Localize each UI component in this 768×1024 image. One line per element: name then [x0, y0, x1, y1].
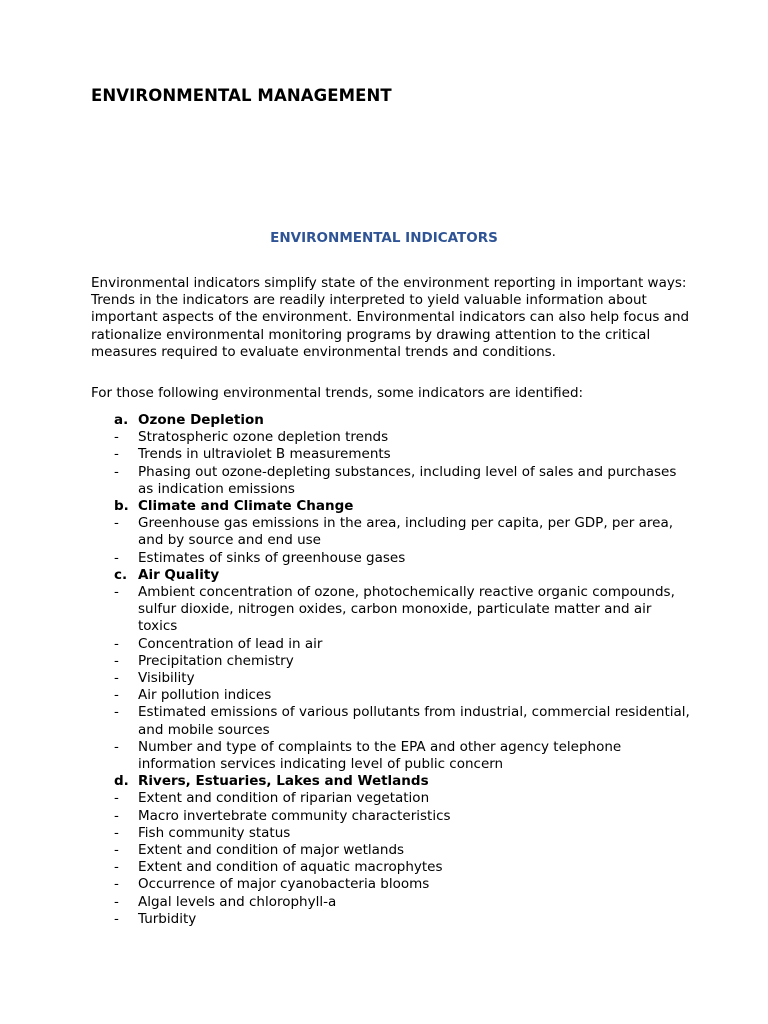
- indicator-text: Ambient concentration of ozone, photochemically reactive organic compounds, sulfur dioxide, nitrogen oxides, carbon monoxide, particulate matter and air toxics: [138, 584, 675, 635]
- indicator-text: Extent and condition of major wetlands: [138, 842, 405, 859]
- dash-bullet: -: [114, 635, 119, 652]
- indicator-text: Algal levels and chlorophyll-a: [138, 893, 337, 910]
- dash-bullet: -: [114, 687, 119, 704]
- dash-bullet: -: [114, 463, 119, 480]
- dash-bullet: -: [114, 652, 119, 669]
- indicator-outline: [91, 412, 691, 928]
- indicator-group-header: [91, 773, 691, 790]
- indicator-text: Extent and condition of aquatic macrophytes: [138, 859, 443, 876]
- dash-bullet: -: [114, 842, 119, 859]
- indicator-text: Precipitation chemistry: [138, 652, 294, 669]
- indicator-text: Concentration of lead in air: [138, 635, 323, 652]
- dash-bullet: -: [114, 910, 119, 927]
- indicator-text: Occurrence of major cyanobacteria blooms: [138, 876, 430, 893]
- dash-bullet: -: [114, 515, 119, 532]
- dash-bullet: -: [114, 876, 119, 893]
- indicator-list-item: [91, 842, 691, 859]
- indicator-list-item: [91, 687, 691, 704]
- indicator-list-item: [91, 876, 691, 893]
- dash-bullet: -: [114, 549, 119, 566]
- group-marker: a.: [114, 412, 129, 428]
- indicator-list-item: [91, 636, 691, 653]
- dash-bullet: -: [114, 704, 119, 721]
- dash-bullet: -: [114, 893, 119, 910]
- indicator-text: Turbidity: [138, 910, 197, 927]
- indicator-list-item: [91, 550, 691, 567]
- indicator-list-item: [91, 446, 691, 463]
- indicator-group-header: [91, 567, 691, 584]
- lead-in-text: For those following environmental trends, some indicators are identified:: [91, 385, 584, 401]
- indicator-list-item: [91, 825, 691, 842]
- dash-bullet: -: [114, 584, 119, 601]
- dash-bullet: -: [114, 790, 119, 807]
- indicator-text: Macro invertebrate community characteristics: [138, 807, 451, 824]
- indicator-group-header: [91, 412, 691, 429]
- indicator-list-item: [91, 515, 691, 549]
- dash-bullet: -: [114, 738, 119, 755]
- indicator-text: Visibility: [138, 670, 195, 687]
- group-marker: d.: [114, 773, 129, 790]
- indicator-text: Phasing out ozone-depleting substances, including level of sales and purchases as indication emissions: [138, 463, 677, 497]
- group-marker: b.: [114, 498, 129, 515]
- indicator-text: Air pollution indices: [138, 687, 272, 704]
- indicator-list-item: [91, 894, 691, 911]
- dash-bullet: -: [114, 670, 119, 687]
- indicator-text: Number and type of complaints to the EPA and other agency telephone information services indicating level of public concern: [138, 738, 622, 773]
- indicator-list-item: [91, 670, 691, 687]
- indicator-list-item: [91, 808, 691, 825]
- group-title: Climate and Climate Change: [138, 498, 354, 515]
- indicator-text: Greenhouse gas emissions in the area, including per capita, per GDP, per area, and by source and end use: [138, 515, 674, 549]
- indicator-list-item: [91, 859, 691, 876]
- dash-bullet: -: [114, 859, 119, 876]
- group-title: Air Quality: [138, 566, 220, 583]
- indicator-list-item: [91, 911, 691, 928]
- dash-bullet: -: [114, 429, 119, 446]
- group-marker: c.: [114, 566, 128, 583]
- dash-bullet: -: [114, 824, 119, 841]
- indicator-list-item: [91, 704, 691, 738]
- indicator-text: Extent and condition of riparian vegetation: [138, 790, 430, 807]
- indicator-list-item: [91, 790, 691, 807]
- indicator-list-item: [91, 584, 691, 636]
- indicator-list-item: [91, 739, 691, 773]
- dash-bullet: -: [114, 446, 119, 463]
- indicator-list-item: [91, 653, 691, 670]
- group-title: Rivers, Estuaries, Lakes and Wetlands: [138, 773, 429, 790]
- indicator-text: Stratospheric ozone depletion trends: [138, 429, 389, 446]
- indicator-list-item: [91, 464, 691, 498]
- section-heading: ENVIRONMENTAL INDICATORS: [270, 230, 498, 246]
- intro-paragraph: Environmental indicators simplify state of the environment reporting in important ways: Trends in the indicators are readily interpreted to yield valuable information about important aspects of the environment. Environmental indicators can also help focus and rationalize environmental monitoring programs by drawing attention to the critical measures required to evaluate environmental trends and conditions.: [91, 275, 690, 360]
- indicator-text: Trends in ultraviolet B measurements: [138, 446, 391, 463]
- group-title: Ozone Depletion: [138, 412, 264, 428]
- indicator-text: Estimated emissions of various pollutants from industrial, commercial residential, and mobile sources: [138, 704, 690, 738]
- indicator-list-item: [91, 429, 691, 446]
- dash-bullet: -: [114, 807, 119, 824]
- indicator-text: Estimates of sinks of greenhouse gases: [138, 549, 406, 566]
- indicator-group-header: [91, 498, 691, 515]
- document-title: ENVIRONMENTAL MANAGEMENT: [91, 86, 392, 105]
- indicator-text: Fish community status: [138, 824, 291, 841]
